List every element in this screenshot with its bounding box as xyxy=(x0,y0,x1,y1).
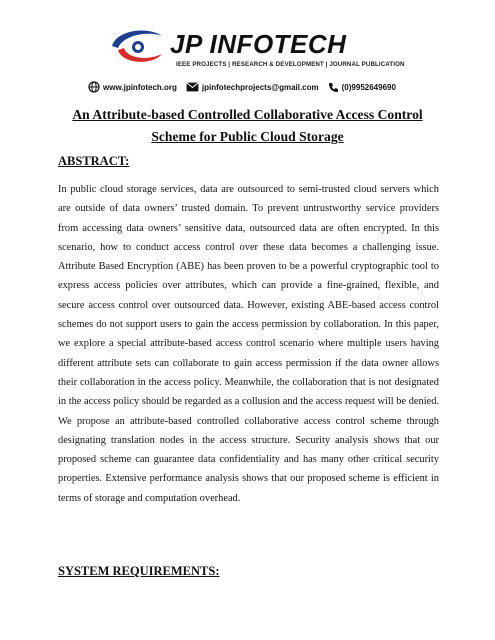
system-requirements-heading: SYSTEM REQUIREMENTS: xyxy=(58,564,220,578)
jp-infotech-logo-icon xyxy=(108,26,166,66)
phone-contact xyxy=(328,82,396,93)
globe-icon xyxy=(88,81,100,93)
contact-bar xyxy=(88,80,405,94)
website-contact xyxy=(88,81,177,93)
letterhead xyxy=(0,0,495,100)
email-contact xyxy=(186,82,319,92)
phone-icon xyxy=(328,82,339,93)
website-link[interactable]: www.jpinfotech.org xyxy=(103,82,177,92)
brand-tagline: IEEE PROJECTS | RESEARCH & DEVELOPMENT | JOURNAL PUBLICATION xyxy=(176,61,405,68)
document-title-line-1: An Attribute-based Controlled Collaborative Access Control xyxy=(72,107,423,122)
document-title-line-2: Scheme for Public Cloud Storage xyxy=(151,129,344,144)
abstract-body: In public cloud storage services, data are outsourced to semi-trusted cloud servers which are outside of data owners’ trusted domain. To prevent untrustworthy service providers from accessing data owners’ sensitive data, outsourced data are often encrypted. In this scenario, how to conduct access control over these data becomes a challenging issue. Attribute Based Encryption (ABE) has been proven to be a powerful cryptographic tool to express access policies over attributes, which can provide a fine-grained, flexible, and secure access control over outsourced data. However, existing ABE-based access control schemes do not support users to gain the access permission by collaboration. In this paper, we explore a special attribute-based access control scenario where multiple users having different attribute sets can collaborate to gain access permission if the data owner allows their collaboration in the access policy. Meanwhile, the collaboration that is not designated in the access policy should be regarded as a collusion and the access request will be denied. We propose an attribute-based controlled collaborative access control scheme through designating translation nodes in the access structure. Security analysis shows that our proposed scheme can guarantee data confidentiality and has many other critical security properties. Extensive performance analysis shows that our proposed scheme is efficient in terms of storage and computation overhead. xyxy=(58,184,439,504)
phone-number[interactable]: (0)9952649690 xyxy=(341,82,396,92)
abstract-heading: ABSTRACT: xyxy=(58,154,130,168)
email-link[interactable]: jpinfotechprojects@gmail.com xyxy=(201,82,319,92)
brand-name: JP INFOTECH xyxy=(170,29,347,59)
envelope-icon xyxy=(186,82,199,92)
